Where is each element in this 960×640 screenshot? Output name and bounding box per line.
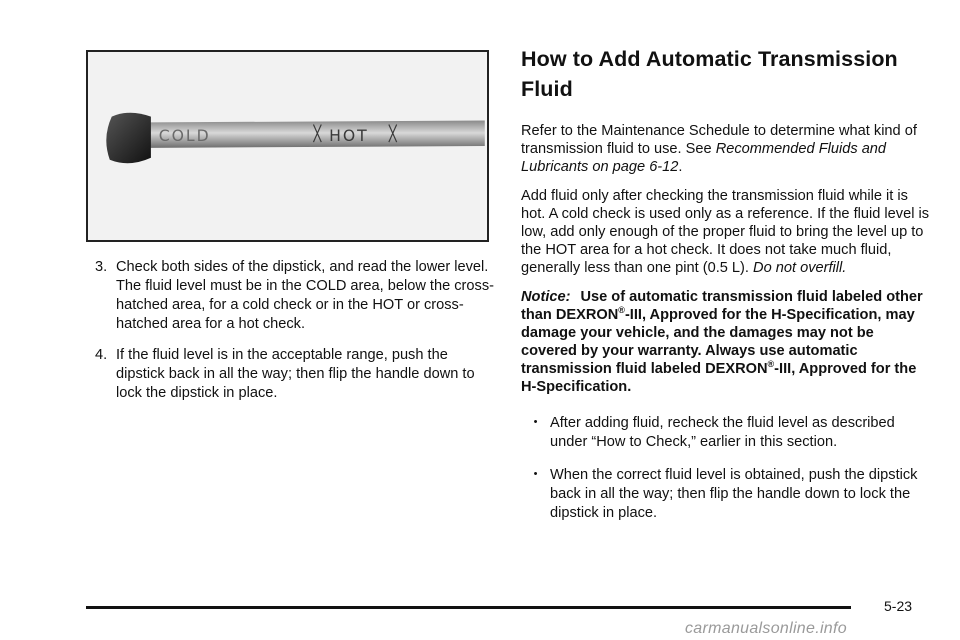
notice-block [521, 288, 931, 396]
right-column [521, 44, 931, 537]
notice-text: -III, Approved for the H-Specification, may damage your vehicle, and the damages may not be covered by your warranty. Always use automatic transmission fluid labeled DEXRON [521, 307, 915, 377]
bullet-item [521, 466, 931, 523]
overfill-warning: Do not overfill. [753, 260, 847, 276]
dipstick-handle [106, 113, 151, 163]
paragraph-text: Add fluid only after checking the transmission fluid while it is hot. A cold check is used only as a reference. If the fluid level is low, add only enough of the proper fluid to bring the level up to the HOT area for a hot check. It does not take much fluid, generally less than one pint (0.5 L). [521, 188, 930, 276]
registered-mark: ® [767, 359, 775, 369]
step-4 [95, 346, 495, 403]
hot-label: HOT [329, 126, 369, 146]
bullet-text: After adding fluid, recheck the fluid level as described under “How to Check,” earlier in this section. [550, 415, 895, 450]
step-text: If the fluid level is in the acceptable range, push the dipstick back in all the way; then flip the handle down to lock the dipstick in place. [116, 347, 475, 401]
bullet-icon: • [533, 416, 538, 428]
dipstick-illustration [88, 52, 487, 240]
bullet-item [521, 414, 931, 452]
cold-label: COLD [158, 126, 211, 146]
cross-reference-link[interactable]: Recommended Fluids and Lubricants on page 6-12 [521, 141, 887, 175]
paragraph-text: Refer to the Maintenance Schedule to determine what kind of transmission fluid to use. See [521, 123, 917, 157]
step-number: 4. [95, 347, 108, 363]
step-text: Check both sides of the dipstick, and read the lower level. The fluid level must be in the COLD area, below the cross-hatched area, for a cold check or in the HOT or cross-hatched area for a hot check. [116, 259, 494, 332]
notice-text: -III, Approved for the H-Specification. [521, 361, 917, 395]
section-heading: How to Add Automatic Transmission Fluid [521, 47, 898, 101]
paragraph-end: . [678, 159, 683, 175]
bullet-text: When the correct fluid level is obtained, push the dipstick back in all the way; then flip the handle down to lock the dipstick in place. [550, 467, 918, 521]
paragraph-fluid-type [521, 122, 931, 176]
paragraph-add-fluid [521, 187, 931, 277]
registered-mark: ® [618, 305, 625, 315]
dipstick-figure [86, 50, 489, 242]
left-column [95, 258, 495, 415]
watermark: carmanualsonline.info [685, 620, 847, 637]
notice-label: Notice: [521, 289, 571, 305]
bullet-icon: • [533, 468, 538, 480]
page-number: 5-23 [884, 598, 913, 614]
footer-divider [86, 606, 851, 609]
step-3 [95, 258, 495, 334]
step-number: 3. [95, 259, 108, 275]
notice-text: Use of automatic transmission fluid labeled other than DEXRON [521, 289, 923, 323]
